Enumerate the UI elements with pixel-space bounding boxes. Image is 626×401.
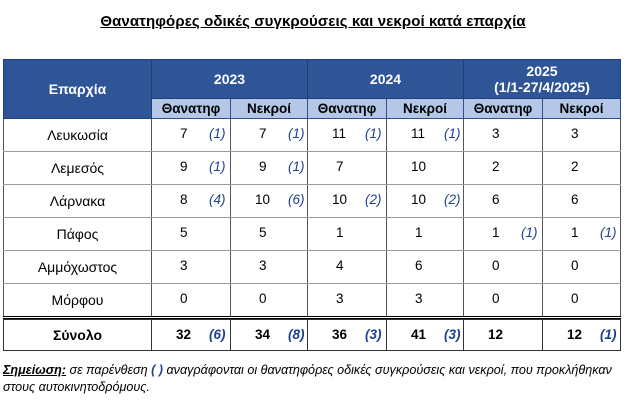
- value-cell: [387, 185, 464, 218]
- value-cell: [464, 320, 543, 351]
- cell-value: 32: [176, 327, 192, 342]
- cell-value: 0: [492, 258, 500, 273]
- sub-header-deaths: Νεκροί: [231, 99, 308, 119]
- motorway-count: (2): [365, 192, 382, 207]
- cell-value: 5: [259, 225, 267, 240]
- value-cell: [152, 185, 231, 218]
- sub-header-deaths: Νεκροί: [387, 99, 464, 119]
- region-name: Σύνολο: [4, 320, 152, 351]
- value-cell: [308, 284, 387, 318]
- motorway-count: (1): [288, 126, 305, 141]
- value-cell: [231, 251, 308, 284]
- year-header-2025: [464, 60, 621, 99]
- value-cell: [543, 320, 621, 351]
- cell-value: 10: [411, 192, 427, 207]
- cell-value: 12: [488, 327, 504, 342]
- footnote-label: Σημείωση:: [3, 363, 66, 377]
- region-name: Λάρνακα: [4, 185, 152, 218]
- cell-value: 10: [411, 159, 427, 174]
- cell-value: 7: [259, 126, 267, 141]
- value-cell: [387, 284, 464, 318]
- year-period-label: (1/1-27/4/2025): [494, 79, 590, 95]
- cell-value: 1: [415, 225, 423, 240]
- year-label: 2023: [213, 71, 246, 87]
- cell-value: 3: [180, 258, 188, 273]
- sub-header-deaths: Νεκροί: [543, 99, 621, 119]
- value-cell: [543, 185, 621, 218]
- region-name: Λευκωσία: [4, 119, 152, 152]
- year-header-2024: [308, 60, 464, 99]
- value-cell: [543, 251, 621, 284]
- region-name: Αμμόχωστος: [4, 251, 152, 284]
- cell-value: 7: [336, 159, 344, 174]
- table-row: [4, 119, 621, 152]
- value-cell: [308, 320, 387, 351]
- cell-value: 2: [492, 159, 500, 174]
- value-cell: [231, 119, 308, 152]
- year-header-2023: [152, 60, 308, 99]
- motorway-count: (1): [600, 327, 617, 342]
- footnote-text: αναγράφονται οι θανατηφόρες οδικές συγκρούσεις και νεκροί, που προκλήθηκαν στους αυτοκινητοδρόμους.: [3, 363, 612, 394]
- table-row: [4, 284, 621, 318]
- value-cell: [231, 284, 308, 318]
- cell-value: 5: [180, 225, 188, 240]
- value-cell: [152, 320, 231, 351]
- value-cell: [464, 152, 543, 185]
- cell-value: 1: [571, 225, 579, 240]
- value-cell: [308, 185, 387, 218]
- value-cell: [308, 119, 387, 152]
- motorway-count: (3): [365, 327, 382, 342]
- table-row: [4, 152, 621, 185]
- footnote-paren: ( ): [151, 363, 163, 377]
- cell-value: 6: [492, 192, 500, 207]
- region-name: Πάφος: [4, 218, 152, 251]
- value-cell: [152, 218, 231, 251]
- motorway-count: (3): [444, 327, 461, 342]
- cell-value: 0: [571, 258, 579, 273]
- cell-value: 34: [255, 327, 271, 342]
- motorway-count: (6): [209, 327, 226, 342]
- cell-value: 3: [336, 291, 344, 306]
- sub-header-fatal: Θανατηφ: [308, 99, 387, 119]
- cell-value: 0: [259, 291, 267, 306]
- value-cell: [231, 218, 308, 251]
- value-cell: [464, 284, 543, 318]
- cell-value: 11: [411, 126, 426, 141]
- cell-value: 0: [492, 291, 500, 306]
- value-cell: [387, 119, 464, 152]
- cell-value: 3: [492, 126, 500, 141]
- value-cell: [308, 152, 387, 185]
- region-name: Μόρφου: [4, 284, 152, 318]
- value-cell: [308, 251, 387, 284]
- motorway-count: (1): [209, 126, 226, 141]
- cell-value: 8: [180, 192, 188, 207]
- region-column-header: Επαρχία: [4, 60, 152, 119]
- cell-value: 3: [571, 126, 579, 141]
- motorway-count: (8): [288, 327, 305, 342]
- value-cell: [152, 152, 231, 185]
- table-row: [4, 251, 621, 284]
- cell-value: 1: [492, 225, 500, 240]
- value-cell: [387, 320, 464, 351]
- region-name: Λεμεσός: [4, 152, 152, 185]
- motorway-count: (1): [365, 126, 382, 141]
- value-cell: [308, 218, 387, 251]
- table-row: [4, 185, 621, 218]
- value-cell: [464, 218, 543, 251]
- motorway-count: (1): [521, 225, 538, 240]
- value-cell: [387, 218, 464, 251]
- sub-header-fatal: Θανατηφ: [152, 99, 231, 119]
- cell-value: 6: [415, 258, 423, 273]
- cell-value: 41: [411, 327, 427, 342]
- value-cell: [543, 119, 621, 152]
- cell-value: 9: [259, 159, 267, 174]
- accidents-table: [3, 59, 621, 351]
- motorway-count: (1): [444, 126, 461, 141]
- motorway-count: (6): [288, 192, 305, 207]
- value-cell: [543, 218, 621, 251]
- value-cell: [152, 251, 231, 284]
- motorway-count: (1): [288, 159, 305, 174]
- motorway-count: (4): [209, 192, 226, 207]
- table-row: [4, 218, 621, 251]
- value-cell: [464, 185, 543, 218]
- year-label: 2024: [369, 71, 402, 87]
- cell-value: 1: [336, 225, 344, 240]
- sub-header-fatal: Θανατηφ: [464, 99, 543, 119]
- value-cell: [152, 119, 231, 152]
- motorway-count: (2): [444, 192, 461, 207]
- motorway-count: (1): [600, 225, 617, 240]
- value-cell: [464, 251, 543, 284]
- cell-value: 4: [336, 258, 344, 273]
- cell-value: 6: [571, 192, 579, 207]
- value-cell: [231, 152, 308, 185]
- total-row: [4, 320, 621, 351]
- value-cell: [387, 251, 464, 284]
- page-title: Θανατηφόρες οδικές συγκρούσεις και νεκροί κατά επαρχία: [100, 13, 526, 30]
- cell-value: 36: [332, 327, 348, 342]
- cell-value: 0: [180, 291, 188, 306]
- cell-value: 7: [180, 126, 188, 141]
- cell-value: 3: [259, 258, 267, 273]
- cell-value: 11: [332, 126, 347, 141]
- value-cell: [543, 152, 621, 185]
- value-cell: [231, 320, 308, 351]
- footnote: [3, 362, 620, 396]
- cell-value: 10: [255, 192, 271, 207]
- value-cell: [464, 119, 543, 152]
- year-label: 2025: [526, 63, 558, 79]
- value-cell: [387, 152, 464, 185]
- cell-value: 3: [415, 291, 423, 306]
- value-cell: [543, 284, 621, 318]
- cell-value: 2: [571, 159, 579, 174]
- cell-value: 10: [332, 192, 348, 207]
- cell-value: 9: [180, 159, 188, 174]
- cell-value: 12: [567, 327, 583, 342]
- motorway-count: (1): [209, 159, 226, 174]
- cell-value: 0: [571, 291, 579, 306]
- value-cell: [152, 284, 231, 318]
- footnote-text: σε παρένθεση: [66, 363, 152, 377]
- value-cell: [231, 185, 308, 218]
